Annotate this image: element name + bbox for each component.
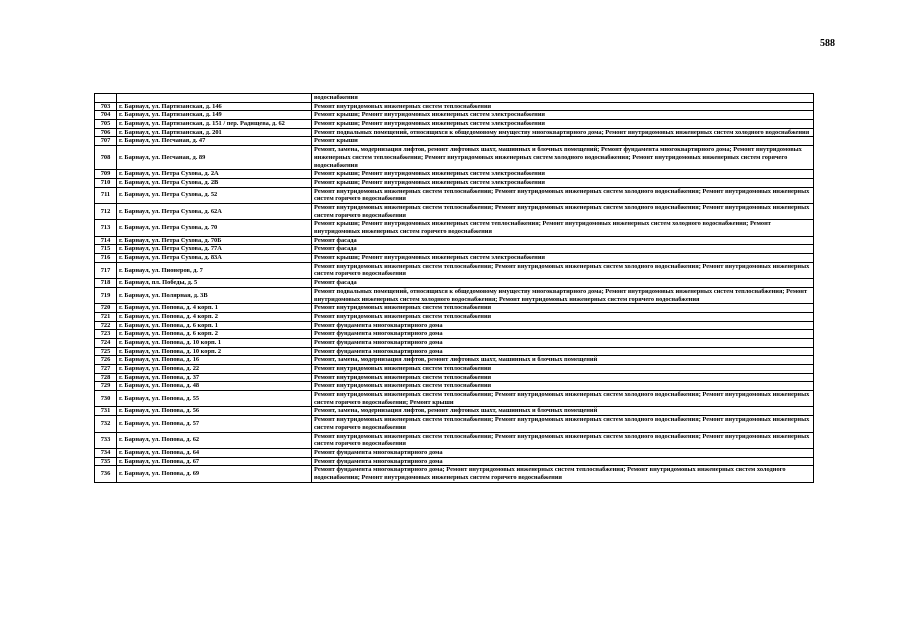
row-address: г. Барнаул, ул. Попова, д. 48 <box>117 382 312 391</box>
table-row <box>95 236 814 245</box>
row-number: 728 <box>95 373 117 382</box>
table-row <box>95 373 814 382</box>
row-works: Ремонт фундамента многоквартирного дома <box>312 338 814 347</box>
table-row <box>95 128 814 137</box>
row-number: 706 <box>95 128 117 137</box>
row-address: г. Барнаул, ул. Песчаная, д. 47 <box>117 137 312 146</box>
row-works: Ремонт внутридомовых инженерных систем теплоснабжения <box>312 312 814 321</box>
table-row <box>95 321 814 330</box>
row-address: г. Барнаул, ул. Попова, д. 37 <box>117 373 312 382</box>
row-number: 732 <box>95 416 117 432</box>
row-address: г. Барнаул, ул. Полярная, д. 3В <box>117 287 312 303</box>
continuation-row <box>95 94 814 103</box>
table-row <box>95 170 814 179</box>
row-number: 717 <box>95 262 117 278</box>
row-address: г. Барнаул, ул. Партизанская, д. 149 <box>117 111 312 120</box>
row-number: 720 <box>95 304 117 313</box>
row-number: 718 <box>95 279 117 288</box>
row-address: г. Барнаул, ул. Попова, д. 64 <box>117 448 312 457</box>
row-number: 734 <box>95 448 117 457</box>
row-address: г. Барнаул, ул. Петра Сухова, д. 62А <box>117 203 312 219</box>
row-address: г. Барнаул, ул. Партизанская, д. 146 <box>117 102 312 111</box>
row-address: г. Барнаул, ул. Попова, д. 69 <box>117 466 312 482</box>
table-row <box>95 102 814 111</box>
row-number: 719 <box>95 287 117 303</box>
row-number: 714 <box>95 236 117 245</box>
row-address: г. Барнаул, пл. Победы, д. 5 <box>117 279 312 288</box>
row-works: Ремонт крыши; Ремонт внутридомовых инженерных систем теплоснабжения; Ремонт внутридомовых инженерных систем холодного водоснабжения; Ремонт внутридомовых инженерных систем горячего водоснабжения <box>312 220 814 236</box>
row-address: г. Барнаул, ул. Партизанская, д. 201 <box>117 128 312 137</box>
row-address: г. Барнаул, ул. Попова, д. 4 корп. 1 <box>117 304 312 313</box>
row-address: г. Барнаул, ул. Попова, д. 6 корп. 1 <box>117 321 312 330</box>
row-works: Ремонт фундамента многоквартирного дома <box>312 448 814 457</box>
table-row <box>95 457 814 466</box>
row-address: г. Барнаул, ул. Петра Сухова, д. 52 <box>117 187 312 203</box>
table-row <box>95 416 814 432</box>
row-address: г. Барнаул, ул. Попова, д. 62 <box>117 432 312 448</box>
row-works: Ремонт фундамента многоквартирного дома <box>312 330 814 339</box>
row-number: 704 <box>95 111 117 120</box>
table-row <box>95 382 814 391</box>
table-row <box>95 466 814 482</box>
row-address: г. Барнаул, ул. Попова, д. 22 <box>117 365 312 374</box>
row-number: 716 <box>95 254 117 263</box>
row-works: Ремонт внутридомовых инженерных систем теплоснабжения <box>312 382 814 391</box>
row-works: Ремонт подвальных помещений, относящихся к общедомовому имуществу многоквартирного дома; Ремонт внутридомовых инженерных систем холодного водоснабжения <box>312 128 814 137</box>
row-works: Ремонт фасада <box>312 279 814 288</box>
row-number: 721 <box>95 312 117 321</box>
row-address: г. Барнаул, ул. Петра Сухова, д. 70Б <box>117 236 312 245</box>
table-row <box>95 254 814 263</box>
row-number: 723 <box>95 330 117 339</box>
row-number: 727 <box>95 365 117 374</box>
table-row <box>95 245 814 254</box>
row-number: 726 <box>95 356 117 365</box>
row-works: Ремонт внутридомовых инженерных систем теплоснабжения; Ремонт внутридомовых инженерных систем холодного водоснабжения; Ремонт внутридомовых инженерных систем горячего водоснабжения <box>312 203 814 219</box>
table-row <box>95 146 814 170</box>
row-works: Ремонт внутридомовых инженерных систем теплоснабжения; Ремонт внутридомовых инженерных систем холодного водоснабжения; Ремонт внутридомовых инженерных систем горячего водоснабжения <box>312 262 814 278</box>
row-works: Ремонт подвальных помещений, относящихся к общедомовому имуществу многоквартирного дома; Ремонт внутридомовых инженерных систем теплоснабжения; Ремонт внутридомовых инженерных систем холодного водоснабжения; Ремонт внутридомовых инженерных систем горячего водоснабжения <box>312 287 814 303</box>
row-address: г. Барнаул, ул. Попова, д. 10 корп. 1 <box>117 338 312 347</box>
row-number: 730 <box>95 391 117 407</box>
table-row <box>95 312 814 321</box>
table-row <box>95 330 814 339</box>
row-works: Ремонт внутридомовых инженерных систем теплоснабжения; Ремонт внутридомовых инженерных систем холодного водоснабжения; Ремонт внутридомовых инженерных систем горячего водоснабжения; Ремонт крыши <box>312 391 814 407</box>
table-row <box>95 279 814 288</box>
row-number: 722 <box>95 321 117 330</box>
row-address: г. Барнаул, ул. Пионеров, д. 7 <box>117 262 312 278</box>
row-works: Ремонт крыши; Ремонт внутридомовых инженерных систем электроснабжения <box>312 120 814 129</box>
continuation-num-cell <box>95 94 117 103</box>
row-number: 711 <box>95 187 117 203</box>
row-number: 712 <box>95 203 117 219</box>
table-row <box>95 407 814 416</box>
row-address: г. Барнаул, ул. Попова, д. 57 <box>117 416 312 432</box>
works-table <box>94 93 814 483</box>
table-row <box>95 220 814 236</box>
row-number: 724 <box>95 338 117 347</box>
row-works: Ремонт крыши <box>312 137 814 146</box>
row-works: Ремонт фасада <box>312 245 814 254</box>
row-number: 733 <box>95 432 117 448</box>
row-works: Ремонт внутридомовых инженерных систем теплоснабжения <box>312 304 814 313</box>
row-number: 705 <box>95 120 117 129</box>
row-number: 715 <box>95 245 117 254</box>
row-works: Ремонт внутридомовых инженерных систем теплоснабжения; Ремонт внутридомовых инженерных систем холодного водоснабжения; Ремонт внутридомовых инженерных систем горячего водоснабжения <box>312 416 814 432</box>
table-row <box>95 262 814 278</box>
row-number: 708 <box>95 146 117 170</box>
row-works: Ремонт крыши; Ремонт внутридомовых инженерных систем электроснабжения <box>312 170 814 179</box>
row-works: Ремонт фасада <box>312 236 814 245</box>
row-address: г. Барнаул, ул. Петра Сухова, д. 2В <box>117 178 312 187</box>
row-address: г. Барнаул, ул. Попова, д. 55 <box>117 391 312 407</box>
row-address: г. Барнаул, ул. Партизанская, д. 151 / пер. Радищева, д. 62 <box>117 120 312 129</box>
row-address: г. Барнаул, ул. Песчаная, д. 89 <box>117 146 312 170</box>
table-row <box>95 304 814 313</box>
table-row <box>95 347 814 356</box>
row-number: 731 <box>95 407 117 416</box>
table-row <box>95 187 814 203</box>
row-address: г. Барнаул, ул. Попова, д. 56 <box>117 407 312 416</box>
table-row <box>95 137 814 146</box>
table-row <box>95 287 814 303</box>
row-works: Ремонт, замена, модернизация лифтов, ремонт лифтовых шахт, машинных и блочных помещений; Ремонт фундамента многоквартирного дома; Ремонт внутридомовых инженерных систем теплоснабжения; Ремонт внутридомовых инженерных систем холодного водоснабжения; Ремонт внутридомовых инженерных систем горячего водоснабжения <box>312 146 814 170</box>
table-body <box>95 94 814 483</box>
row-address: г. Барнаул, ул. Петра Сухова, д. 70 <box>117 220 312 236</box>
table-row <box>95 356 814 365</box>
table-row <box>95 111 814 120</box>
row-address: г. Барнаул, ул. Попова, д. 67 <box>117 457 312 466</box>
table-row <box>95 338 814 347</box>
row-number: 710 <box>95 178 117 187</box>
row-works: Ремонт, замена, модернизация лифтов, ремонт лифтовых шахт, машинных и блочных помещений <box>312 356 814 365</box>
row-works: Ремонт фундамента многоквартирного дома <box>312 321 814 330</box>
table-row <box>95 178 814 187</box>
row-works: Ремонт фундамента многоквартирного дома; Ремонт внутридомовых инженерных систем теплоснабжения; Ремонт внутридомовых инженерных систем холодного водоснабжения; Ремонт внутридомовых инженерных систем горячего водоснабжения <box>312 466 814 482</box>
row-address: г. Барнаул, ул. Петра Сухова, д. 2А <box>117 170 312 179</box>
row-works: Ремонт крыши; Ремонт внутридомовых инженерных систем электроснабжения <box>312 254 814 263</box>
row-number: 713 <box>95 220 117 236</box>
table-row <box>95 432 814 448</box>
row-address: г. Барнаул, ул. Петра Сухова, д. 77А <box>117 245 312 254</box>
table-row <box>95 448 814 457</box>
row-address: г. Барнаул, ул. Попова, д. 16 <box>117 356 312 365</box>
row-address: г. Барнаул, ул. Попова, д. 10 корп. 2 <box>117 347 312 356</box>
row-address: г. Барнаул, ул. Петра Сухова, д. 83А <box>117 254 312 263</box>
row-address: г. Барнаул, ул. Попова, д. 6 корп. 2 <box>117 330 312 339</box>
row-number: 735 <box>95 457 117 466</box>
row-works: Ремонт крыши; Ремонт внутридомовых инженерных систем электроснабжения <box>312 111 814 120</box>
continuation-address-cell <box>117 94 312 103</box>
row-address: г. Барнаул, ул. Попова, д. 4 корп. 2 <box>117 312 312 321</box>
table-row <box>95 365 814 374</box>
table-row <box>95 203 814 219</box>
table-row <box>95 120 814 129</box>
row-number: 729 <box>95 382 117 391</box>
row-works: Ремонт внутридомовых инженерных систем теплоснабжения; Ремонт внутридомовых инженерных систем холодного водоснабжения; Ремонт внутридомовых инженерных систем горячего водоснабжения <box>312 432 814 448</box>
row-number: 707 <box>95 137 117 146</box>
row-number: 725 <box>95 347 117 356</box>
row-number: 703 <box>95 102 117 111</box>
row-works: Ремонт внутридомовых инженерных систем теплоснабжения <box>312 102 814 111</box>
continuation-works-cell: водоснабжения <box>312 94 814 103</box>
row-works: Ремонт фундамента многоквартирного дома <box>312 457 814 466</box>
page-number: 588 <box>820 38 835 49</box>
row-number: 736 <box>95 466 117 482</box>
table-row <box>95 391 814 407</box>
row-works: Ремонт, замена, модернизация лифтов, ремонт лифтовых шахт, машинных и блочных помещений <box>312 407 814 416</box>
row-works: Ремонт внутридомовых инженерных систем теплоснабжения <box>312 365 814 374</box>
row-number: 709 <box>95 170 117 179</box>
row-works: Ремонт крыши; Ремонт внутридомовых инженерных систем электроснабжения <box>312 178 814 187</box>
row-works: Ремонт внутридомовых инженерных систем теплоснабжения <box>312 373 814 382</box>
row-works: Ремонт фундамента многоквартирного дома <box>312 347 814 356</box>
row-works: Ремонт внутридомовых инженерных систем теплоснабжения; Ремонт внутридомовых инженерных систем холодного водоснабжения; Ремонт внутридомовых инженерных систем горячего водоснабжения <box>312 187 814 203</box>
